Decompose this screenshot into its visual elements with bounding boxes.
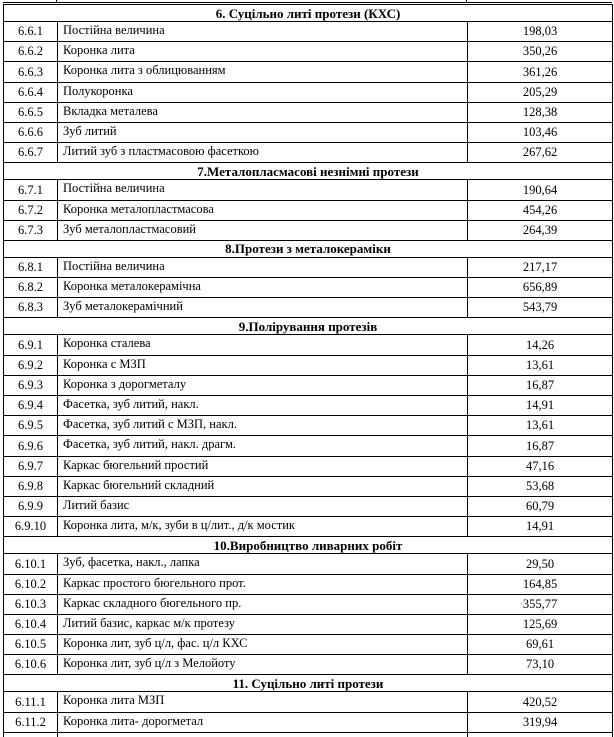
section-header-row — [4, 163, 613, 180]
row-code: 6.9.4 — [4, 396, 58, 416]
row-price: 267,62 — [468, 143, 613, 163]
top-cut-row-divider-right — [466, 0, 467, 2]
table-row — [4, 635, 613, 655]
top-cut-row-divider-left — [56, 0, 57, 2]
row-price: 73,10 — [468, 655, 613, 675]
table-row — [4, 712, 613, 732]
row-code: 6.10.3 — [4, 594, 58, 614]
row-code: 6.7.2 — [4, 200, 58, 220]
row-price: 164,85 — [468, 574, 613, 594]
section-title: 10.Виробництво ливарних робіт — [4, 537, 613, 554]
row-description: Коронка с МЗП — [58, 355, 468, 375]
row-description: Коронка лит, зуб ц/л, фас. ц/л КХС — [58, 635, 468, 655]
row-price: 217,17 — [468, 257, 613, 277]
bottom-cut-cell — [58, 732, 468, 737]
row-description: Коронка лита МЗП — [58, 692, 468, 712]
row-description: Зуб металокерамічний — [58, 298, 468, 318]
row-description: Литий зуб з пластмасовою фасеткою — [58, 143, 468, 163]
row-price: 13,61 — [468, 416, 613, 436]
row-price: 319,94 — [468, 712, 613, 732]
price-table — [3, 4, 613, 737]
table-row — [4, 298, 613, 318]
top-cut-row-bottom-border — [3, 2, 612, 3]
row-code: 6.9.8 — [4, 476, 58, 496]
section-title: 11. Суцільно литі протези — [4, 675, 613, 692]
row-description: Зуб литий — [58, 122, 468, 142]
row-description: Зуб, фасетка, накл., лапка — [58, 554, 468, 574]
row-price: 350,26 — [468, 42, 613, 62]
row-price: 128,38 — [468, 102, 613, 122]
row-code: 6.9.5 — [4, 416, 58, 436]
row-code: 6.6.4 — [4, 82, 58, 102]
row-price: 361,26 — [468, 62, 613, 82]
row-description: Каркас простого бюгельного прот. — [58, 574, 468, 594]
table-row — [4, 22, 613, 42]
row-code: 6.9.9 — [4, 496, 58, 516]
table-row — [4, 416, 613, 436]
row-code: 6.9.7 — [4, 456, 58, 476]
row-price: 14,91 — [468, 517, 613, 537]
row-price: 47,16 — [468, 456, 613, 476]
table-row — [4, 554, 613, 574]
row-description: Литий базис, каркас м/к протезу — [58, 614, 468, 634]
row-description: Каркас складного бюгельного пр. — [58, 594, 468, 614]
section-title: 8.Протези з металокераміки — [4, 240, 613, 257]
row-code: 6.11.1 — [4, 692, 58, 712]
row-description: Фасетка, зуб литий с МЗП, накл. — [58, 416, 468, 436]
row-code: 6.9.2 — [4, 355, 58, 375]
bottom-cut-row — [4, 732, 613, 737]
row-code: 6.10.5 — [4, 635, 58, 655]
row-code: 6.6.7 — [4, 143, 58, 163]
row-price: 355,77 — [468, 594, 613, 614]
table-row — [4, 594, 613, 614]
row-price: 125,69 — [468, 614, 613, 634]
table-row — [4, 143, 613, 163]
row-description: Коронка лит, зуб ц/л з Мелойоту — [58, 655, 468, 675]
row-description: Постійна величина — [58, 257, 468, 277]
row-price: 264,39 — [468, 220, 613, 240]
row-code: 6.10.6 — [4, 655, 58, 675]
row-code: 6.7.1 — [4, 180, 58, 200]
row-description: Полукоронка — [58, 82, 468, 102]
row-price: 190,64 — [468, 180, 613, 200]
section-header-row — [4, 537, 613, 554]
table-row — [4, 257, 613, 277]
table-row — [4, 102, 613, 122]
row-description: Коронка металокерамічна — [58, 278, 468, 298]
row-code: 6.9.1 — [4, 335, 58, 355]
row-code: 6.8.2 — [4, 278, 58, 298]
table-row — [4, 220, 613, 240]
row-description: Коронка лита, м/к, зуби в ц/лит., д/к мостик — [58, 517, 468, 537]
row-description: Фасетка, зуб литий, накл. драгм. — [58, 436, 468, 456]
table-row — [4, 62, 613, 82]
table-row — [4, 396, 613, 416]
table-row — [4, 436, 613, 456]
row-description: Вкладка металева — [58, 102, 468, 122]
row-price: 656,89 — [468, 278, 613, 298]
section-header-row — [4, 5, 613, 22]
table-row — [4, 335, 613, 355]
row-price: 543,79 — [468, 298, 613, 318]
row-code: 6.10.4 — [4, 614, 58, 634]
table-row — [4, 655, 613, 675]
row-description: Фасетка, зуб литий, накл. — [58, 396, 468, 416]
row-description: Коронка лита — [58, 42, 468, 62]
section-header-row — [4, 318, 613, 335]
row-price: 420,52 — [468, 692, 613, 712]
table-row — [4, 476, 613, 496]
row-code: 6.6.5 — [4, 102, 58, 122]
row-description: Постійна величина — [58, 180, 468, 200]
row-price: 29,50 — [468, 554, 613, 574]
row-price: 14,91 — [468, 396, 613, 416]
row-description: Зуб металопластмасовий — [58, 220, 468, 240]
row-price: 53,68 — [468, 476, 613, 496]
row-description: Коронка металопластмасова — [58, 200, 468, 220]
table-row — [4, 692, 613, 712]
row-price: 16,87 — [468, 436, 613, 456]
table-row — [4, 614, 613, 634]
row-description: Коронка з дорогметалу — [58, 375, 468, 395]
row-code: 6.8.1 — [4, 257, 58, 277]
row-description: Коронка сталева — [58, 335, 468, 355]
table-row — [4, 375, 613, 395]
table-row — [4, 278, 613, 298]
row-price: 205,29 — [468, 82, 613, 102]
table-row — [4, 122, 613, 142]
section-title: 9.Полірування протезів — [4, 318, 613, 335]
section-title: 7.Металопласмасові незнімні протези — [4, 163, 613, 180]
row-description: Каркас бюгельний складний — [58, 476, 468, 496]
table-row — [4, 496, 613, 516]
row-price: 103,46 — [468, 122, 613, 142]
row-description: Литий базис — [58, 496, 468, 516]
row-description: Каркас бюгельний простий — [58, 456, 468, 476]
table-row — [4, 42, 613, 62]
row-description: Коронка лита з облицюванням — [58, 62, 468, 82]
table-row — [4, 82, 613, 102]
row-code: 6.9.6 — [4, 436, 58, 456]
row-code: 6.6.6 — [4, 122, 58, 142]
row-description: Постійна величина — [58, 22, 468, 42]
table-row — [4, 180, 613, 200]
row-code: 6.9.3 — [4, 375, 58, 395]
bottom-cut-cell — [468, 732, 613, 737]
row-code: 6.6.2 — [4, 42, 58, 62]
row-description: Коронка лита- дорогметал — [58, 712, 468, 732]
row-price: 60,79 — [468, 496, 613, 516]
row-price: 16,87 — [468, 375, 613, 395]
row-price: 13,61 — [468, 355, 613, 375]
row-price: 14,26 — [468, 335, 613, 355]
row-code: 6.6.3 — [4, 62, 58, 82]
row-code: 6.10.1 — [4, 554, 58, 574]
row-code: 6.6.1 — [4, 22, 58, 42]
table-row — [4, 200, 613, 220]
table-row — [4, 574, 613, 594]
table-row — [4, 517, 613, 537]
bottom-cut-cell — [4, 732, 58, 737]
table-row — [4, 355, 613, 375]
row-code: 6.9.10 — [4, 517, 58, 537]
price-table-body — [4, 5, 613, 737]
section-header-row — [4, 675, 613, 692]
section-header-row — [4, 240, 613, 257]
row-price: 69,61 — [468, 635, 613, 655]
row-code: 6.11.2 — [4, 712, 58, 732]
row-code: 6.8.3 — [4, 298, 58, 318]
row-code: 6.10.2 — [4, 574, 58, 594]
section-title: 6. Суцільно литі протези (КХС) — [4, 5, 613, 22]
row-price: 198,03 — [468, 22, 613, 42]
row-price: 454,26 — [468, 200, 613, 220]
row-code: 6.7.3 — [4, 220, 58, 240]
table-row — [4, 456, 613, 476]
